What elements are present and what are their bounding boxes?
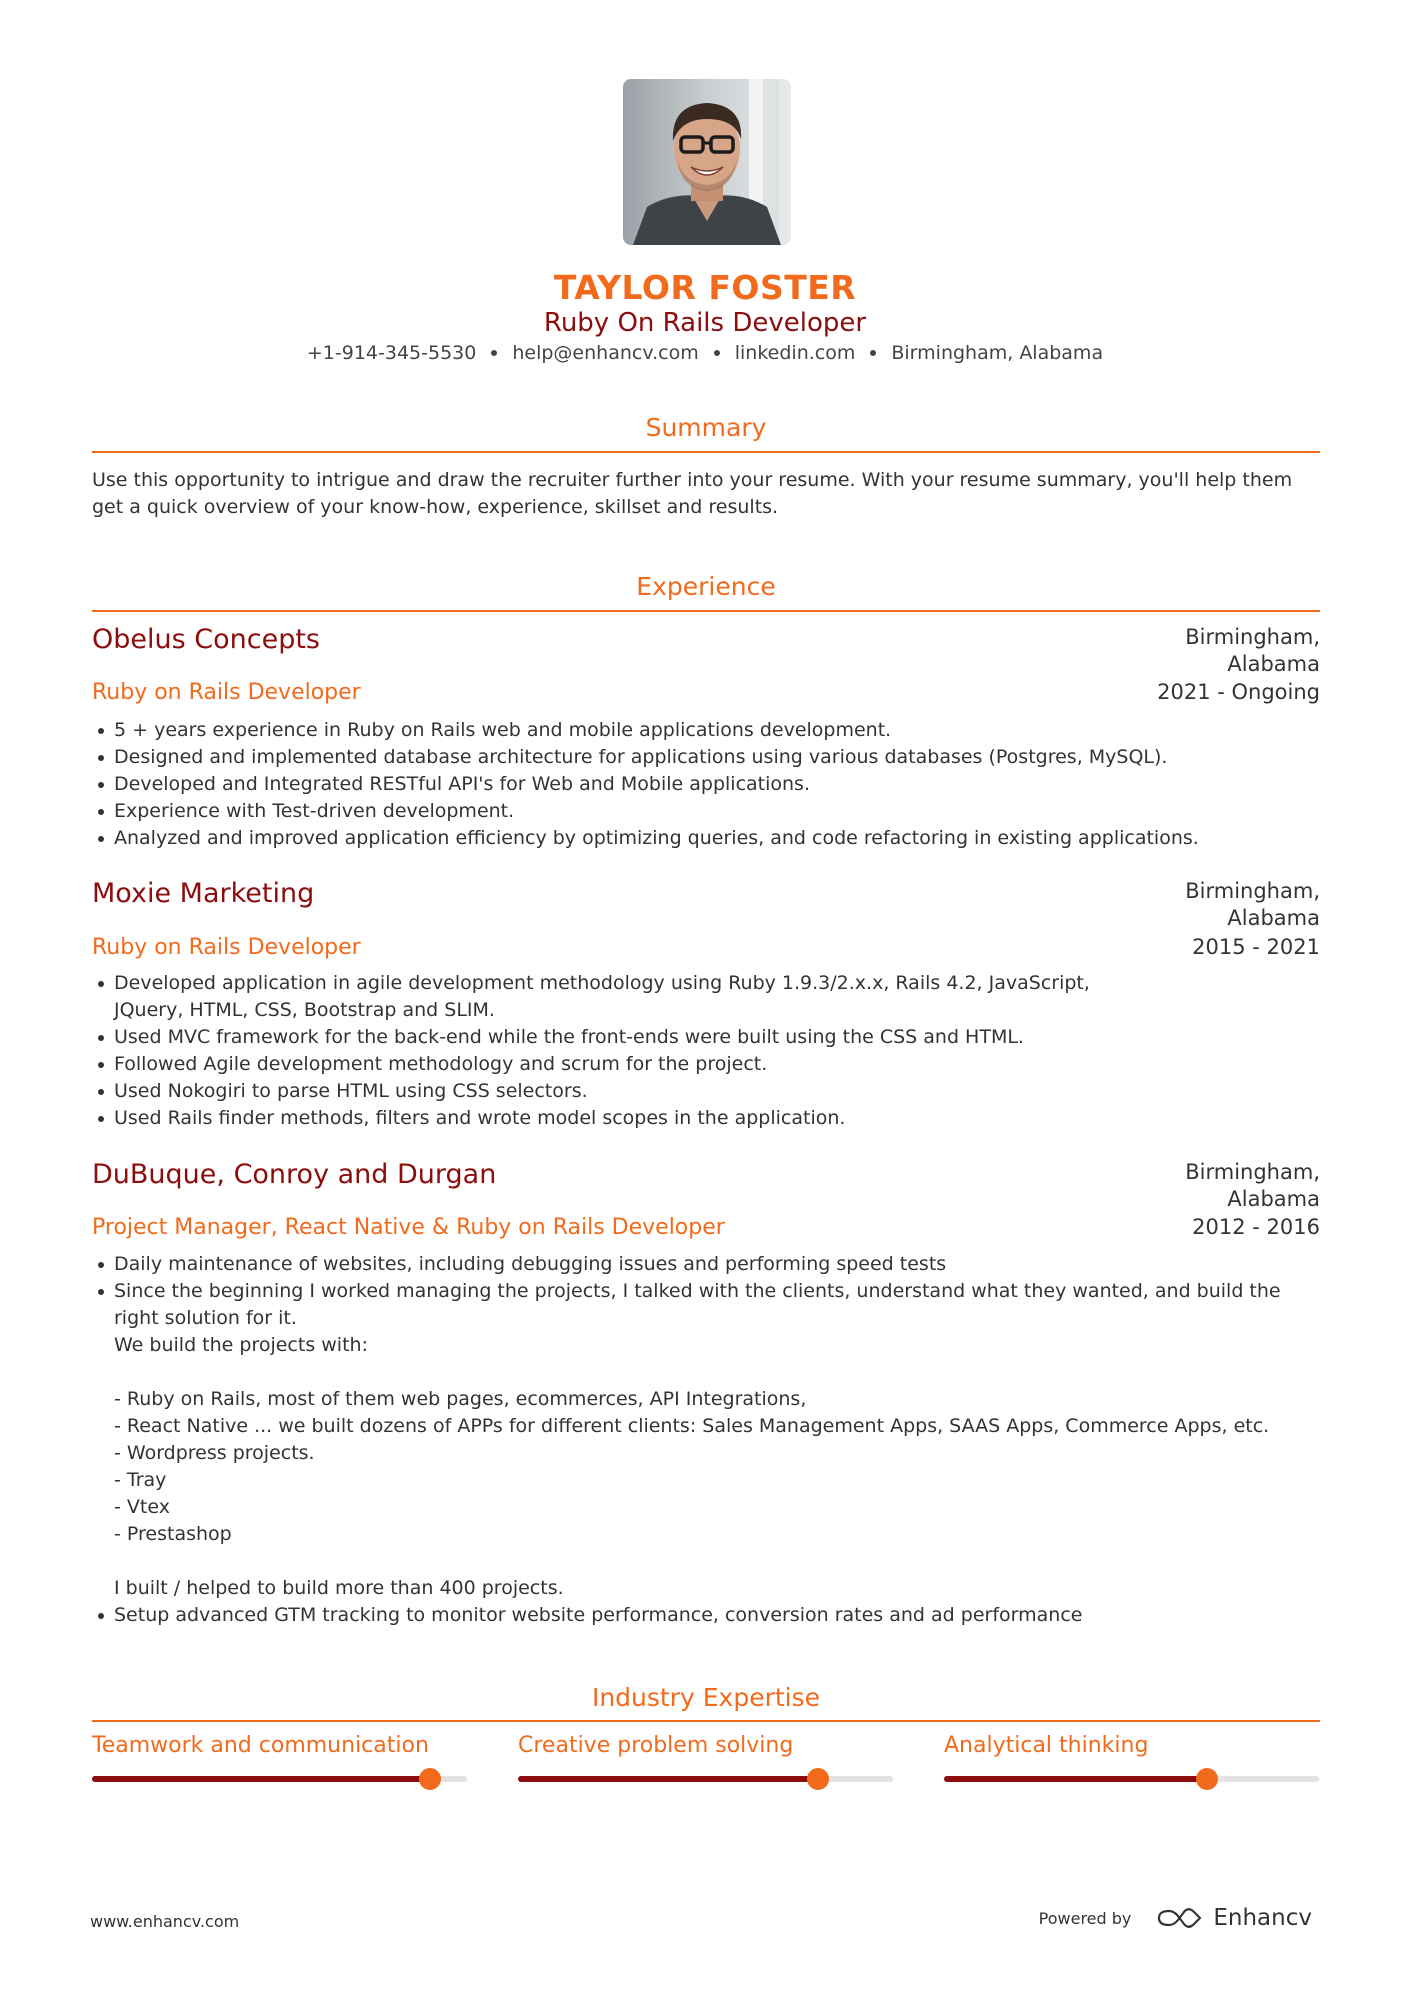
skill-track xyxy=(518,1776,893,1782)
powered-by-label: Powered by xyxy=(1038,1908,1132,1928)
job-dates: 2021 - Ongoing xyxy=(1157,680,1320,704)
separator-dot xyxy=(870,350,876,356)
location: Birmingham, Alabama xyxy=(891,342,1104,364)
job-location: Birmingham, Alabama xyxy=(1185,1160,1320,1211)
profile-photo xyxy=(623,79,791,245)
bullet-item: Designed and implemented database architecture for applications using various databases (Postgres, MySQL). xyxy=(92,744,1320,771)
company-name: Obelus Concepts xyxy=(92,624,320,655)
bullet-item: Since the beginning I worked managing the projects, I talked with the clients, understand what they wanted, and build the right solution for it. We build the projects with: - Ruby on Rails, most of them web pages, ecommerces, API Integrations, - React Native ... we built dozens of APPs for different clients: Sales Management Apps, SAAS Apps, Commerce Apps, etc. - Wordpress projects. - Tray - Vtex - Prestashop I built / helped to build more than 400 projects. xyxy=(92,1278,1320,1602)
bullet-item: Used Rails finder methods, filters and wrote model scopes in the application. xyxy=(92,1105,1092,1132)
bullet-item: Daily maintenance of websites, including debugging issues and performing speed tests xyxy=(92,1251,1320,1278)
skill-name: Creative problem solving xyxy=(518,1733,794,1758)
bullet-item: Developed application in agile development methodology using Ruby 1.9.3/2.x.x, Rails 4.2, JavaScript, JQuery, HTML, CSS, Bootstrap and SLIM. xyxy=(92,970,1092,1024)
experience-divider xyxy=(92,610,1320,612)
job-location: Birmingham, Alabama xyxy=(1185,879,1320,930)
summary-heading: Summary xyxy=(645,413,767,442)
linkedin[interactable]: linkedin.com xyxy=(734,342,856,364)
bullet-item: Developed and Integrated RESTful API's for Web and Mobile applications. xyxy=(92,771,1320,798)
bullet-item: Used MVC framework for the back-end while the front-ends were built using the CSS and HTML. xyxy=(92,1024,1092,1051)
separator-dot xyxy=(714,350,720,356)
skill-fill xyxy=(92,1776,430,1782)
summary-divider xyxy=(92,451,1320,453)
candidate-name: TAYLOR FOSTER xyxy=(553,268,857,307)
enhancv-logo[interactable] xyxy=(1157,1905,1312,1931)
job-title: Ruby on Rails Developer xyxy=(92,680,361,705)
job-title: Ruby on Rails Developer xyxy=(92,935,361,960)
bullet-item: Analyzed and improved application efficiency by optimizing queries, and code refactoring in existing applications. xyxy=(92,825,1320,852)
company-name: Moxie Marketing xyxy=(92,878,315,909)
job-title: Project Manager, React Native & Ruby on Rails Developer xyxy=(92,1215,725,1240)
job-bullets xyxy=(92,717,1320,852)
skill-fill xyxy=(518,1776,818,1782)
job-bullets xyxy=(92,1251,1320,1629)
experience-heading: Experience xyxy=(636,572,776,601)
footer-powered-by xyxy=(1039,1905,1312,1931)
skill-item xyxy=(518,1733,893,1782)
skill-name: Teamwork and communication xyxy=(92,1733,429,1758)
bullet-item: Setup advanced GTM tracking to monitor website performance, conversion rates and ad performance xyxy=(92,1602,1320,1629)
contact-line xyxy=(0,342,1410,364)
skill-name: Analytical thinking xyxy=(944,1733,1149,1758)
bullet-item: Experience with Test-driven development. xyxy=(92,798,1320,825)
bullet-item: Used Nokogiri to parse HTML using CSS selectors. xyxy=(92,1078,1092,1105)
skill-fill xyxy=(944,1776,1207,1782)
skill-knob xyxy=(807,1768,829,1790)
skill-item xyxy=(92,1733,467,1782)
job-dates: 2015 - 2021 xyxy=(1192,935,1320,959)
email[interactable]: help@enhancv.com xyxy=(512,342,699,364)
skill-knob xyxy=(1196,1768,1218,1790)
phone[interactable]: +1-914-345-5530 xyxy=(306,342,477,364)
job-dates: 2012 - 2016 xyxy=(1192,1215,1320,1239)
job-location: Birmingham, Alabama xyxy=(1185,625,1320,676)
separator-dot xyxy=(491,350,497,356)
skill-track xyxy=(944,1776,1319,1782)
skill-track xyxy=(92,1776,467,1782)
brand-name: Enhancv xyxy=(1213,1905,1312,1931)
footer-website[interactable]: www.enhancv.com xyxy=(90,1912,240,1931)
company-name: DuBuque, Conroy and Durgan xyxy=(92,1159,497,1190)
candidate-role: Ruby On Rails Developer xyxy=(543,308,867,338)
summary-text: Use this opportunity to intrigue and draw the recruiter further into your resume. With your resume summary, you'll help them get a quick overview of your know-how, experience, skillset and results. xyxy=(92,469,1293,518)
skill-item xyxy=(944,1733,1319,1782)
bullet-item: 5 + years experience in Ruby on Rails web and mobile applications development. xyxy=(92,717,1320,744)
bullet-item: Followed Agile development methodology and scrum for the project. xyxy=(92,1051,1092,1078)
expertise-heading: Industry Expertise xyxy=(591,1683,821,1712)
enhancv-logo-icon xyxy=(1157,1907,1203,1929)
job-bullets xyxy=(92,970,1092,1132)
skill-knob xyxy=(419,1768,441,1790)
expertise-divider xyxy=(92,1720,1320,1722)
